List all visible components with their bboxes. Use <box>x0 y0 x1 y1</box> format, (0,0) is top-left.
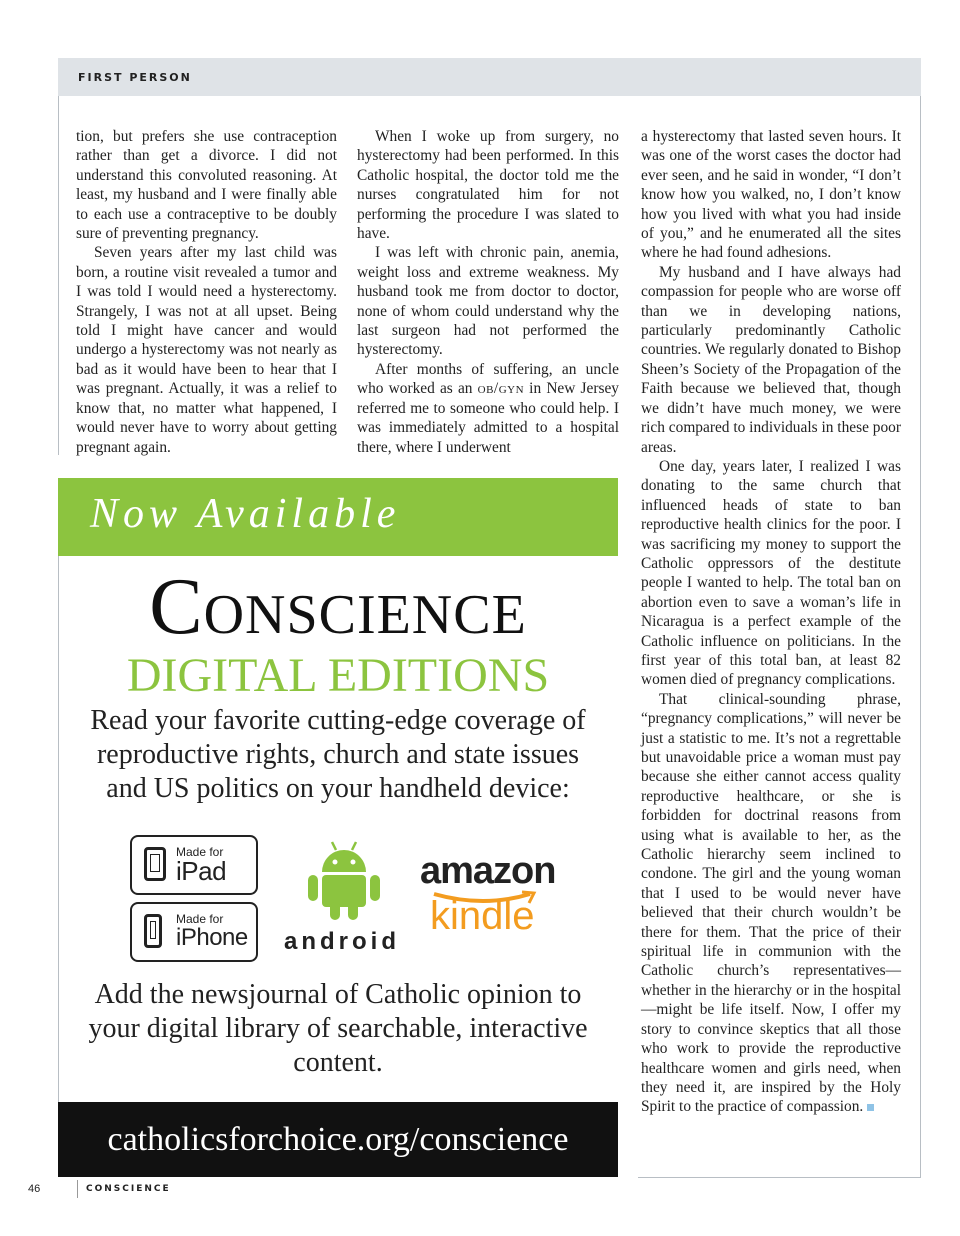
article-paragraph: One day, years later, I realized I was donating to the same church that influenced heads of state to ban reproductive health clinics for the poor. I was sacrificing my money to support the Catholic oppressors of the destitute people I wanted to help. The total ban on abortion even to save a woman’s life in Nicaragua is a perfect example of the Catholic influence on politicians. In the first year of this total ban, at least 82 women died of pregnancy complications. <box>641 457 901 689</box>
article-paragraph <box>357 360 619 457</box>
end-mark-icon <box>867 1104 874 1111</box>
android-wordmark: android <box>284 928 400 955</box>
article-column-1 <box>76 127 337 457</box>
article-column-2 <box>357 127 619 457</box>
page-number: 46 <box>28 1183 41 1195</box>
article-paragraph: My husband and I have always had compassion for people who are worse off than we in developing nations, particularly predominantly Catholic countries. We regularly donated to Bishop Sheen’s Society of the Propagation of the Faith because we believed that, though we didn’t have much money, we were rich compared to individuals in these poor areas. <box>641 263 901 456</box>
ad-body-text: Read your favorite cutting-edge coverage of reproductive rights, church and state issues and US politics on your handheld device: <box>90 705 586 804</box>
kindle-wordmark: kindle <box>430 894 535 938</box>
article-text: That clinical-sounding phrase, “pregnancy complications,” will never be just a statistic to me. It’s not a regrettable but unavoidable price a woman must pay because she either cannot access quality reproductive healthcare, or she is forbidden for doctrinal reasons from using what is available to her, as the Catholic hierarchy seem inclined to condone. The girl and the young woman that I used to be would never have believed that their church wouldn’t be there for them. That the price of their spiritual life in communion with the Catholic church’s representatives—whether in the hierarchy or in the hospital—might be life itself. Now, I offer my story to convince skeptics that all those who work to provide the reproductive healthcare women and girls need, when they need it, are inspired by the Holy Spirit to the practice of compassion. <box>641 690 901 1116</box>
article-paragraph: I was left with chronic pain, anemia, weight loss and extreme weakness. My husband took me from doctor to doctor, none of whom could understand why the last surgeon had not performed the hysterectomy. <box>357 244 619 359</box>
made-for-ipad-badge <box>130 835 258 895</box>
bottom-column-rule <box>638 1177 921 1178</box>
ipad-icon <box>144 847 166 881</box>
ad-subtitle: DIGITAL EDITIONS <box>126 649 550 702</box>
ad-banner-text: Now Available <box>90 491 401 537</box>
article-paragraph <box>641 690 901 1117</box>
ad-title: Conscience <box>149 563 527 651</box>
publication-name: CONSCIENCE <box>86 1184 171 1194</box>
section-header-bar <box>58 58 921 96</box>
section-label: FIRST PERSON <box>78 71 192 84</box>
article-paragraph: Seven years after my last child was born, a routine visit revealed a tumor and I was told I would need a hysterectomy. Strangely, I was not at all upset. Being told I might have cancer and would undergo a hysterectomy was not nearly as bad as it would have been to hear that I was pregnant. Actually, it was a relief to know that, no matter what happened, I would never have to worry about getting pregnant again. <box>76 244 337 456</box>
folio-divider <box>77 1180 78 1198</box>
right-column-rule <box>920 96 921 1178</box>
article-paragraph: When I woke up from surgery, no hysterectomy had been performed. In this Catholic hospital, the doctor told me the nurses congratulated him for not performing the procedure I was slated to have. <box>357 128 619 243</box>
left-column-rule <box>58 96 59 455</box>
article-paragraph: a hysterectomy that lasted seven hours. It was one of the worst cases the doctor had ever seen, and he said in wonder, “I don’t know how you walked, no, I don’t know how you lived with what you had inside of you,” and he enumerated all the sites where he had found adhesions. <box>641 128 901 262</box>
amazon-wordmark: amazon <box>420 850 556 892</box>
article-text: After months of suffering, an uncle who worked as an <box>357 360 619 398</box>
android-robot-icon <box>306 838 382 922</box>
article-paragraph: tion, but prefers she use contraception rather than get a divorce. I did not understand this convoluted reasoning. At least, my husband and I were finally able to each use a contraceptive to be doubly sure of preventing pregnancy. <box>76 128 337 243</box>
badge-big-text: iPhone <box>176 924 248 951</box>
iphone-icon <box>144 914 162 948</box>
badge-small-text: Made for <box>176 845 224 859</box>
article-text: in New Jersey referred me to someone who could help. I was immediately admitted to a hospital there, where I underwent <box>357 380 619 456</box>
abbreviation: ob/gyn <box>477 380 525 398</box>
ad-body-text-2: Add the newsjournal of Catholic opinion to your digital library of searchable, interactive content. <box>88 979 588 1078</box>
ad-url-bar <box>58 1102 618 1177</box>
ad-url-link[interactable]: catholicsforchoice.org/conscience <box>107 1121 569 1158</box>
digital-editions-ad <box>58 478 618 1177</box>
article-column-3 <box>641 127 901 1117</box>
badge-small-text: Made for <box>176 912 224 926</box>
made-for-iphone-badge <box>130 902 258 962</box>
badge-big-text: iPad <box>176 856 227 886</box>
ad-banner <box>58 478 618 556</box>
